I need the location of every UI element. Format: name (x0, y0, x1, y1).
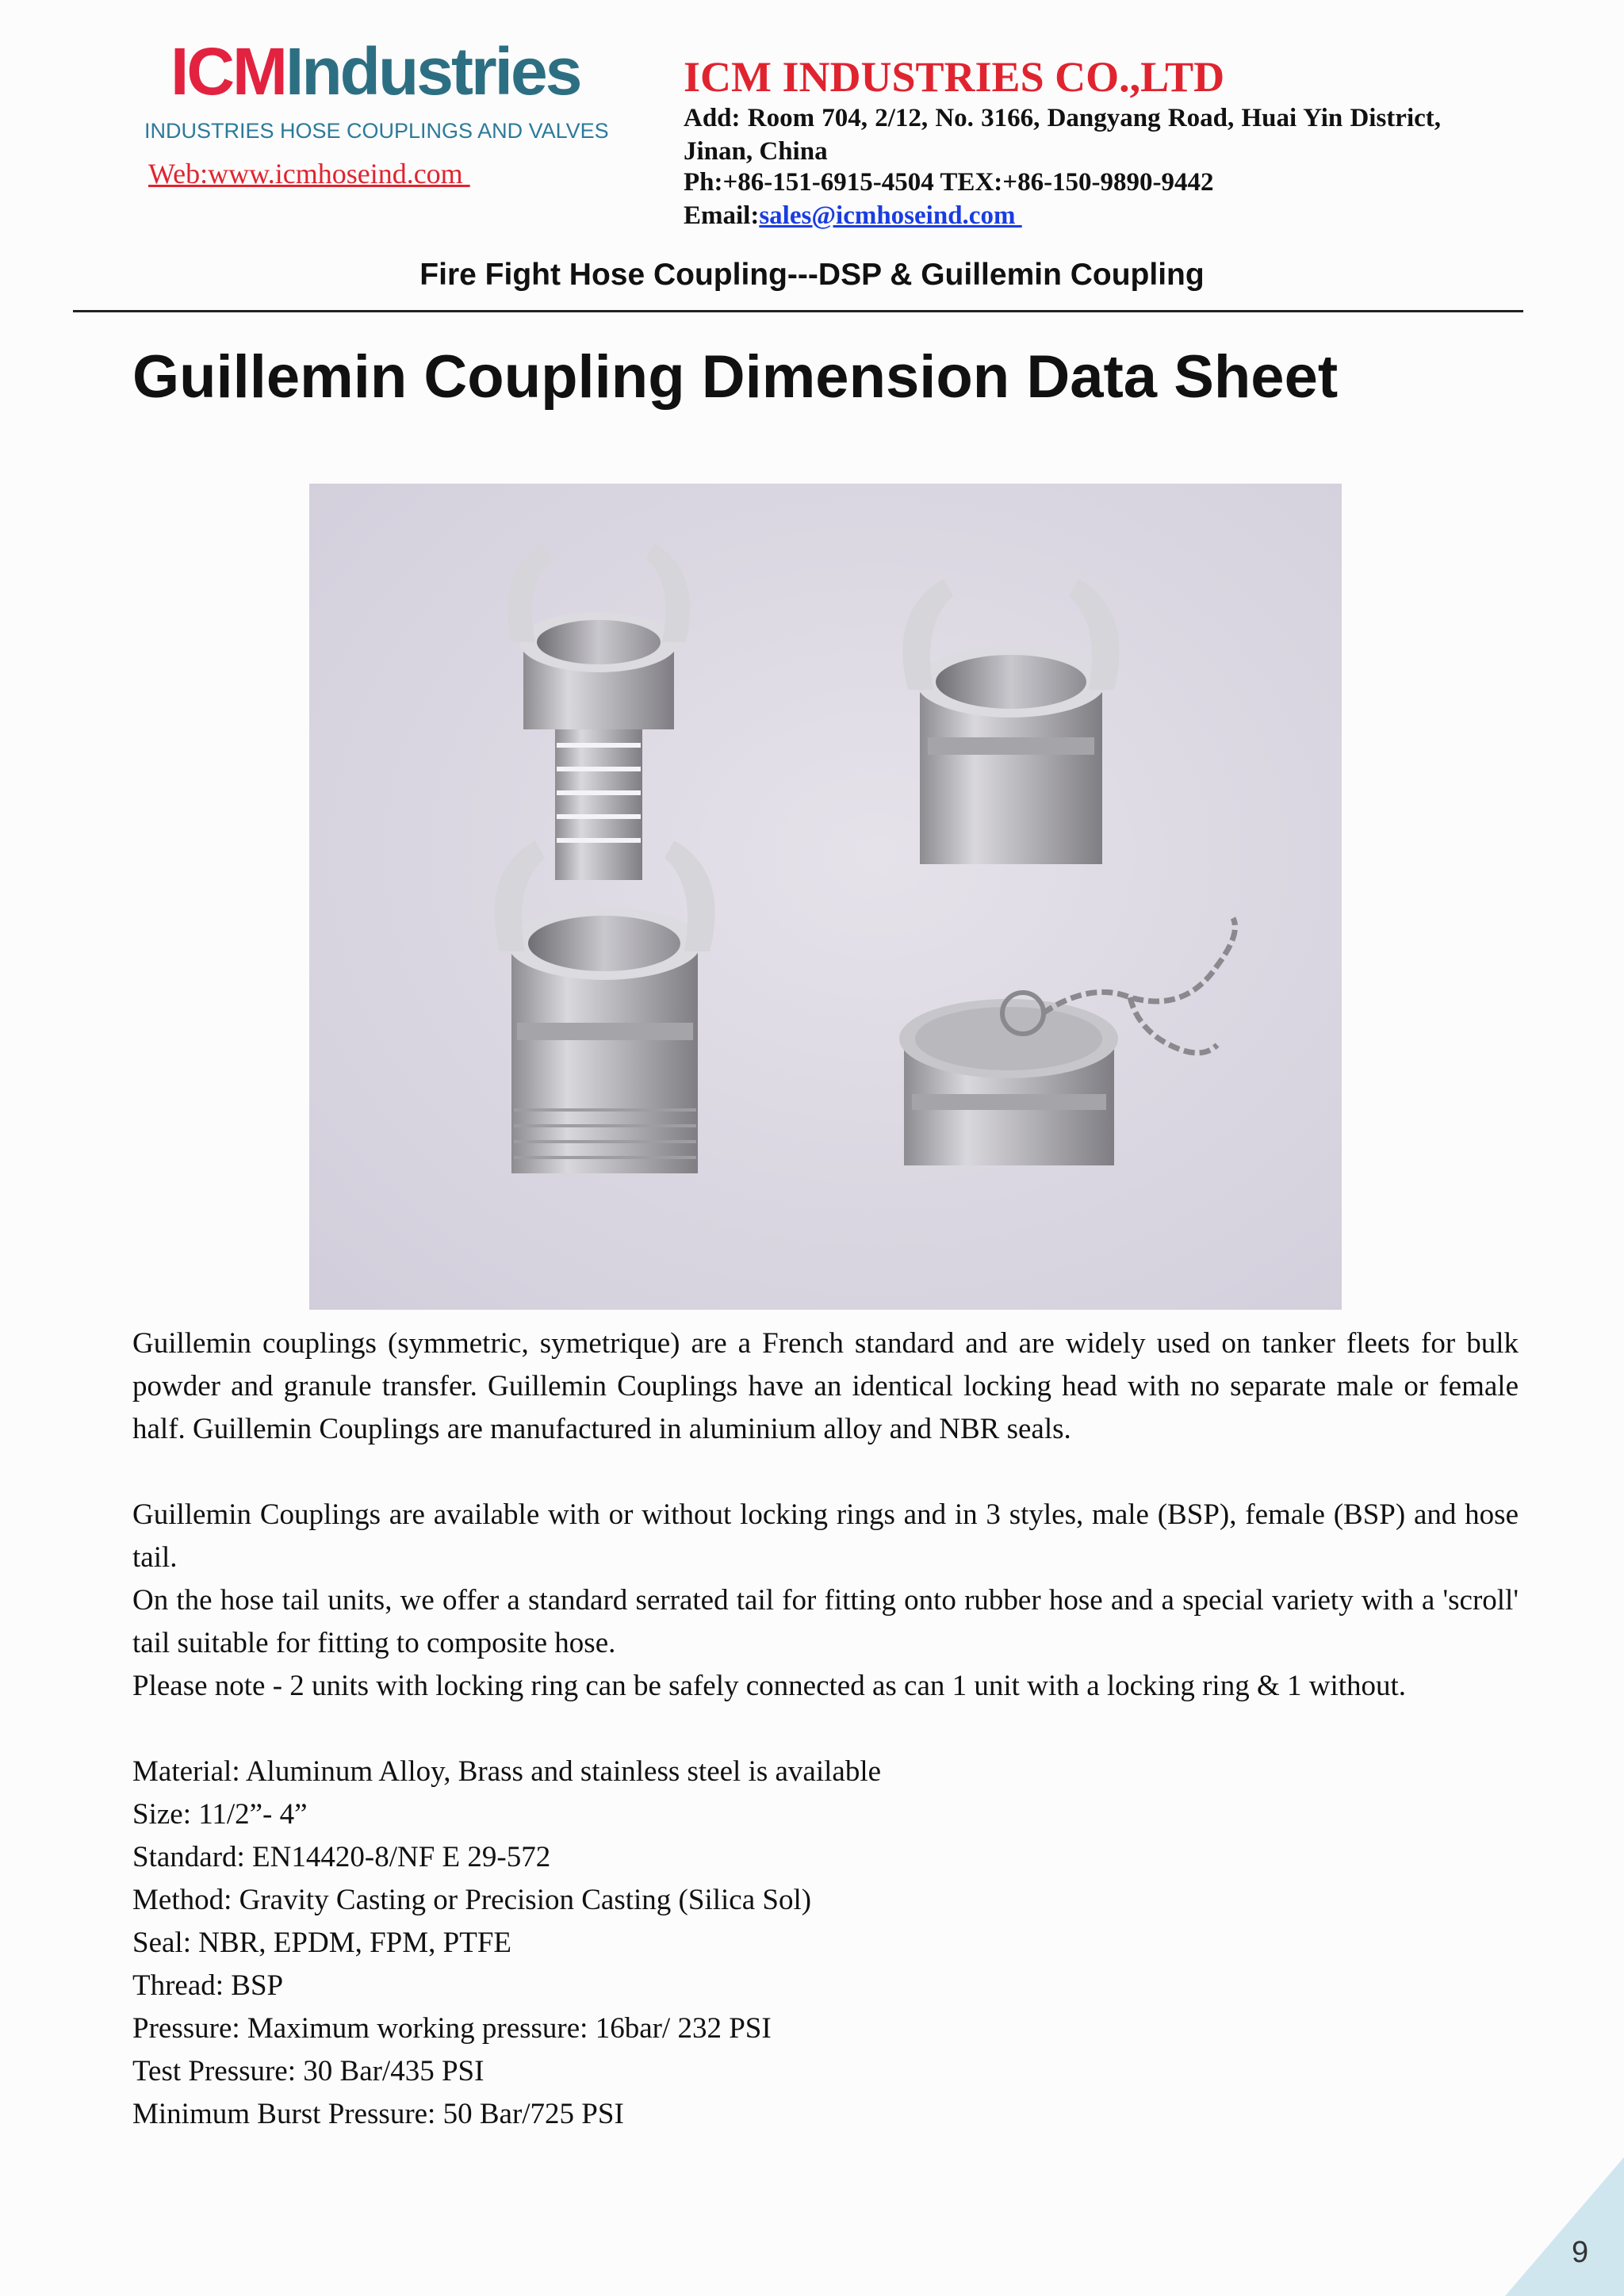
spec-thread: Thread: BSP (132, 1969, 284, 2002)
paragraph-gap (132, 1708, 1519, 1751)
document-subtitle: Fire Fight Hose Coupling---DSP & Guillemin Coupling (419, 258, 1205, 292)
paragraph-hose-tail: On the hose tail units, we offer a standard serrated tail for fitting onto rubber hose and a special variety with a 'scroll' tail suitable for fitting to composite hose. (132, 1584, 1519, 1659)
logo-industries-text: Industries (285, 34, 580, 109)
paragraph-note: Please note - 2 units with locking ring can be safely connected as can 1 unit with a locking ring & 1 without. (132, 1670, 1407, 1702)
spec-burst-pressure: Minimum Burst Pressure: 50 Bar/725 PSI (132, 2098, 624, 2130)
spec-method: Method: Gravity Casting or Precision Casting (Silica Sol) (132, 1884, 812, 1916)
email-label: Email: (684, 201, 760, 230)
logo-tagline: INDUSTRIES HOSE COUPLINGS AND VALVES (144, 119, 609, 143)
spec-test-pressure: Test Pressure: 30 Bar/435 PSI (132, 2055, 485, 2087)
logo-icm-text: ICM (170, 34, 285, 109)
spec-standard: Standard: EN14420-8/NF E 29-572 (132, 1841, 551, 1873)
spec-seal: Seal: NBR, EPDM, FPM, PTFE (132, 1927, 512, 1959)
company-name: ICM INDUSTRIES CO.,LTD (684, 53, 1225, 101)
company-logo (170, 34, 580, 109)
website-link[interactable]: Web:www.icmhoseind.com (148, 158, 470, 189)
page-title: Guillemin Coupling Dimension Data Sheet (132, 343, 1339, 411)
spec-pressure: Pressure: Maximum working pressure: 16bar/ 232 PSI (132, 2012, 772, 2045)
product-photo (309, 484, 1342, 1310)
company-phone: Ph:+86-151-6915-4504 TEX:+86-150-9890-9442 (684, 168, 1214, 197)
page-corner-decoration (1505, 2157, 1624, 2296)
paragraph-gap (132, 1451, 1519, 1494)
email-link[interactable]: sales@icmhoseind.com (759, 201, 1022, 230)
paragraph-intro: Guillemin couplings (symmetric, symetrique) are a French standard and are widely used on tanker fleets for bulk powder and granule transfer. Guillemin Couplings have an identical locking head with no separate male or female half. Guillemin Couplings are manufactured in aluminium alloy and NBR seals. (132, 1327, 1519, 1445)
spec-size: Size: 11/2”- 4” (132, 1798, 308, 1831)
header-divider (73, 310, 1523, 312)
page-number: 9 (1572, 2236, 1589, 2269)
body-text (132, 1322, 1519, 2136)
guillemin-couplings-image (309, 484, 1342, 1310)
company-address: Add: Room 704, 2/12, No. 3166, Dangyang Road, Huai Yin District, Jinan, China (684, 104, 1441, 166)
company-email (684, 201, 1022, 231)
paragraph-styles: Guillemin Couplings are available with or without locking rings and in 3 styles, male (BSP), female (BSP) and hose tail. (132, 1498, 1519, 1574)
spec-material: Material: Aluminum Alloy, Brass and stainless steel is available (132, 1755, 882, 1788)
